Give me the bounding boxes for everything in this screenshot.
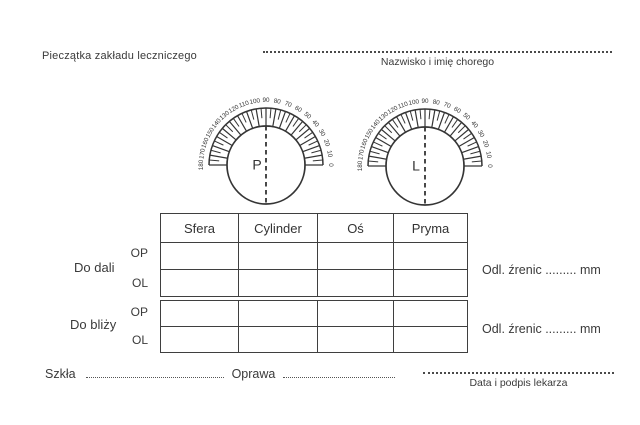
row-label-ol-near: OL bbox=[131, 333, 148, 347]
frame-label: Oprawa bbox=[231, 367, 276, 381]
svg-text:150: 150 bbox=[204, 126, 216, 140]
table-distance-section bbox=[160, 213, 468, 297]
table-cell bbox=[318, 301, 394, 327]
stamp-label: Pieczątka zakładu leczniczego bbox=[42, 50, 197, 62]
table-cell bbox=[394, 270, 468, 297]
svg-text:30: 30 bbox=[475, 129, 486, 139]
svg-text:P: P bbox=[252, 156, 262, 173]
section-label-distance: Do dali bbox=[74, 260, 115, 275]
svg-text:60: 60 bbox=[452, 105, 462, 116]
svg-text:100: 100 bbox=[249, 97, 261, 107]
svg-text:40: 40 bbox=[310, 118, 321, 129]
svg-text:90: 90 bbox=[421, 98, 429, 106]
table-row bbox=[161, 327, 468, 353]
table-cell bbox=[161, 301, 239, 327]
table-cell bbox=[394, 327, 468, 353]
svg-text:80: 80 bbox=[432, 98, 441, 107]
svg-text:120: 120 bbox=[227, 103, 241, 115]
svg-text:90: 90 bbox=[262, 97, 270, 105]
section-label-near: Do bliży bbox=[70, 317, 117, 332]
table-cell bbox=[394, 243, 468, 270]
svg-text:110: 110 bbox=[238, 99, 250, 110]
table-cell bbox=[318, 243, 394, 270]
svg-text:0: 0 bbox=[326, 163, 334, 167]
row-label-ol-distance: OL bbox=[131, 276, 148, 290]
signature-line bbox=[423, 372, 614, 374]
col-header-os: Oś bbox=[318, 214, 394, 243]
patient-name-line bbox=[263, 51, 612, 53]
table-cell bbox=[394, 301, 468, 327]
lenses-frame-row bbox=[45, 367, 395, 381]
svg-text:10: 10 bbox=[325, 149, 334, 158]
table-cell bbox=[239, 327, 318, 353]
table-header-row bbox=[161, 214, 468, 243]
pupil-distance-near-label: Odl. źrenic ......... mm bbox=[482, 322, 601, 336]
svg-text:160: 160 bbox=[359, 137, 370, 151]
svg-text:50: 50 bbox=[302, 110, 313, 121]
svg-text:180: 180 bbox=[357, 160, 365, 172]
svg-text:20: 20 bbox=[321, 138, 331, 148]
svg-text:60: 60 bbox=[293, 104, 303, 115]
svg-text:80: 80 bbox=[273, 97, 282, 106]
patient-name-label: Nazwisko i imię chorego bbox=[380, 56, 495, 68]
row-label-op-near: OP bbox=[130, 305, 148, 319]
table-cell bbox=[161, 243, 239, 270]
patient-name-block bbox=[263, 51, 612, 68]
table-near-section bbox=[160, 300, 468, 353]
svg-text:30: 30 bbox=[316, 128, 327, 138]
svg-text:50: 50 bbox=[461, 111, 472, 122]
col-header-sfera: Sfera bbox=[161, 214, 239, 243]
svg-text:40: 40 bbox=[469, 119, 480, 130]
svg-text:70: 70 bbox=[283, 100, 293, 110]
signature-block bbox=[423, 372, 614, 389]
svg-text:180: 180 bbox=[198, 159, 206, 171]
svg-text:10: 10 bbox=[484, 150, 493, 159]
svg-text:0: 0 bbox=[485, 164, 493, 168]
svg-text:130: 130 bbox=[218, 109, 231, 122]
svg-text:140: 140 bbox=[210, 117, 223, 130]
col-header-cylinder: Cylinder bbox=[239, 214, 318, 243]
row-label-op-distance: OP bbox=[130, 246, 148, 260]
svg-text:120: 120 bbox=[386, 104, 400, 116]
table-cell bbox=[161, 327, 239, 353]
table-row bbox=[161, 243, 468, 270]
table-row bbox=[161, 270, 468, 297]
frame-fill-line bbox=[283, 377, 395, 378]
signature-label: Data i podpis lekarza bbox=[469, 377, 568, 389]
table-cell bbox=[318, 270, 394, 297]
table-row bbox=[161, 301, 468, 327]
col-header-pryma: Pryma bbox=[394, 214, 468, 243]
svg-text:140: 140 bbox=[369, 118, 382, 131]
table-cell bbox=[239, 243, 318, 270]
table-cell bbox=[318, 327, 394, 353]
svg-text:100: 100 bbox=[408, 98, 420, 108]
svg-text:L: L bbox=[412, 157, 420, 174]
svg-text:20: 20 bbox=[480, 139, 490, 149]
svg-text:160: 160 bbox=[200, 136, 211, 150]
prescription-table bbox=[160, 213, 468, 353]
svg-text:150: 150 bbox=[363, 127, 375, 141]
svg-text:130: 130 bbox=[377, 110, 390, 123]
table-cell bbox=[239, 301, 318, 327]
table-cell bbox=[161, 270, 239, 297]
svg-text:70: 70 bbox=[442, 101, 452, 111]
lenses-label: Szkła bbox=[45, 367, 76, 381]
svg-text:170: 170 bbox=[198, 148, 208, 160]
pupil-distance-distance-label: Odl. źrenic ......... mm bbox=[482, 263, 601, 277]
svg-text:170: 170 bbox=[357, 149, 367, 161]
lenses-fill-line bbox=[86, 377, 224, 378]
svg-text:110: 110 bbox=[397, 100, 409, 111]
table-cell bbox=[239, 270, 318, 297]
